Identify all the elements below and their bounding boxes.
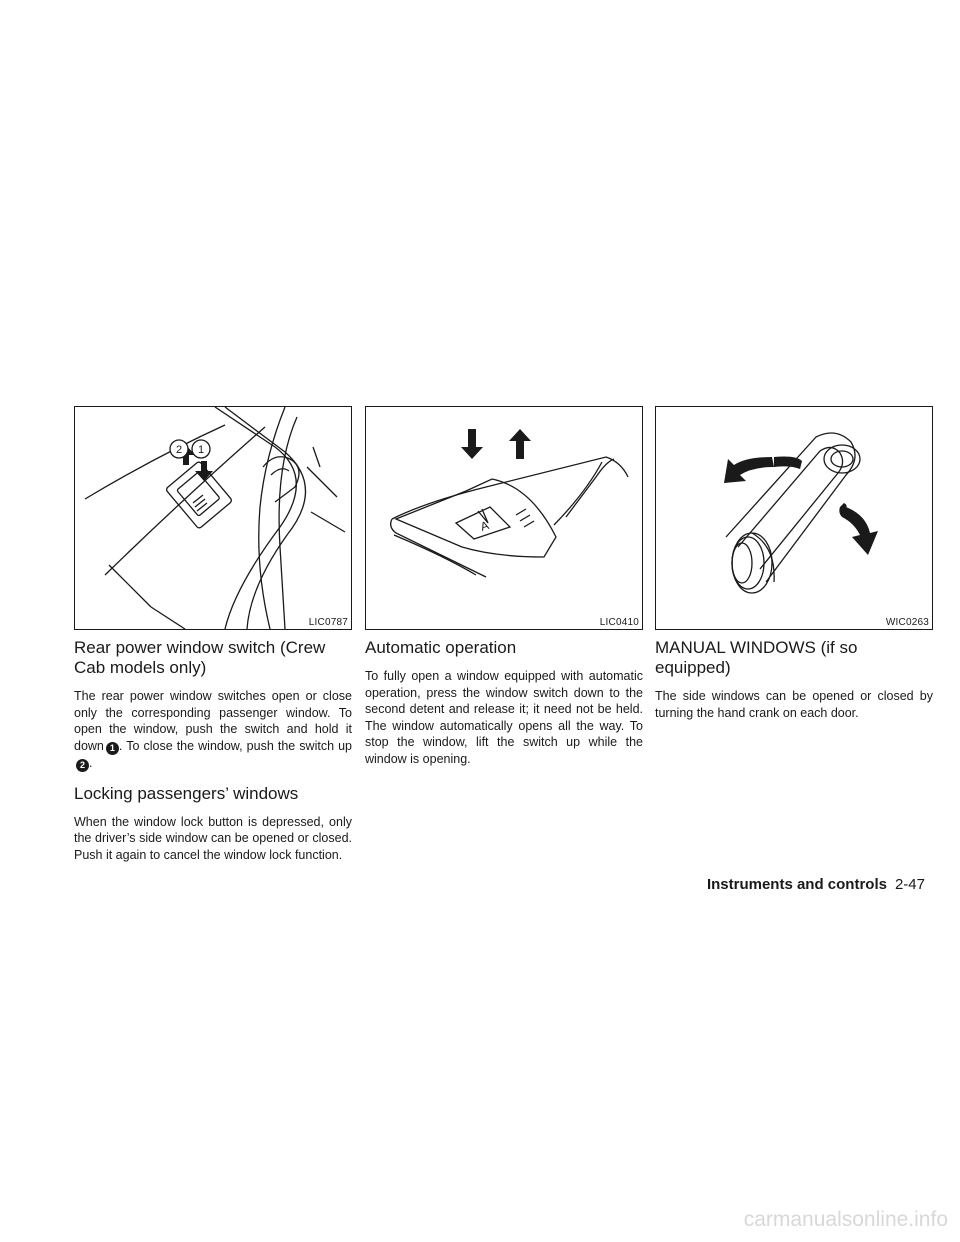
page-footer <box>707 876 925 893</box>
heading-rear-power-window-switch: Rear power window switch (Crew Cab models only) <box>74 638 326 677</box>
heading-manual-windows: MANUAL WINDOWS (if so equipped) <box>655 638 858 677</box>
column-2 <box>365 406 643 767</box>
watermark: carmanualsonline.info <box>743 1208 948 1231</box>
figure-rear-window-switch <box>74 406 352 630</box>
callout-1: 1 <box>197 444 205 456</box>
figure-automatic-operation <box>365 406 643 630</box>
switch-label-a: A <box>478 518 491 534</box>
hand-crank-illustration <box>656 407 932 629</box>
callout-2: 2 <box>175 444 183 456</box>
page-number: 2-47 <box>894 876 925 893</box>
column-1 <box>74 406 352 863</box>
paragraph-automatic-operation: To fully open a window equipped with automatic operation, press the window switch down to the second detent and release it; it need not be held. The window automatically opens all the way. To stop the window, lift the switch up while the window is opening. <box>365 669 643 766</box>
column-3 <box>655 406 933 721</box>
rear-window-switch-illustration <box>75 407 351 629</box>
circled-number-1: 1 <box>106 742 119 755</box>
heading-locking-passengers-windows: Locking passengers’ windows <box>74 783 299 803</box>
figure-manual-windows <box>655 406 933 630</box>
circled-number-2: 2 <box>76 759 89 772</box>
figure-code: WIC0263 <box>885 617 929 628</box>
automatic-switch-illustration <box>366 407 642 629</box>
figure-code: LIC0410 <box>599 617 639 628</box>
paragraph-manual-windows: The side windows can be opened or closed by turning the hand crank on each door. <box>655 689 933 720</box>
paragraph-rear-power-window-switch: The rear power window switches open or close only the corresponding passenger window. To open the window, push the switch and hold it down 1 . To close the window, push the switch up2 . <box>74 689 352 770</box>
heading-automatic-operation: Automatic operation <box>365 638 517 657</box>
footer-section-title: Instruments and controls <box>706 876 887 893</box>
figure-code: LIC0787 <box>308 617 348 628</box>
paragraph-locking-passengers-windows: When the window lock button is depressed, only the driver’s side window can be opened or closed. Push it again to cancel the window lock function. <box>74 814 352 862</box>
